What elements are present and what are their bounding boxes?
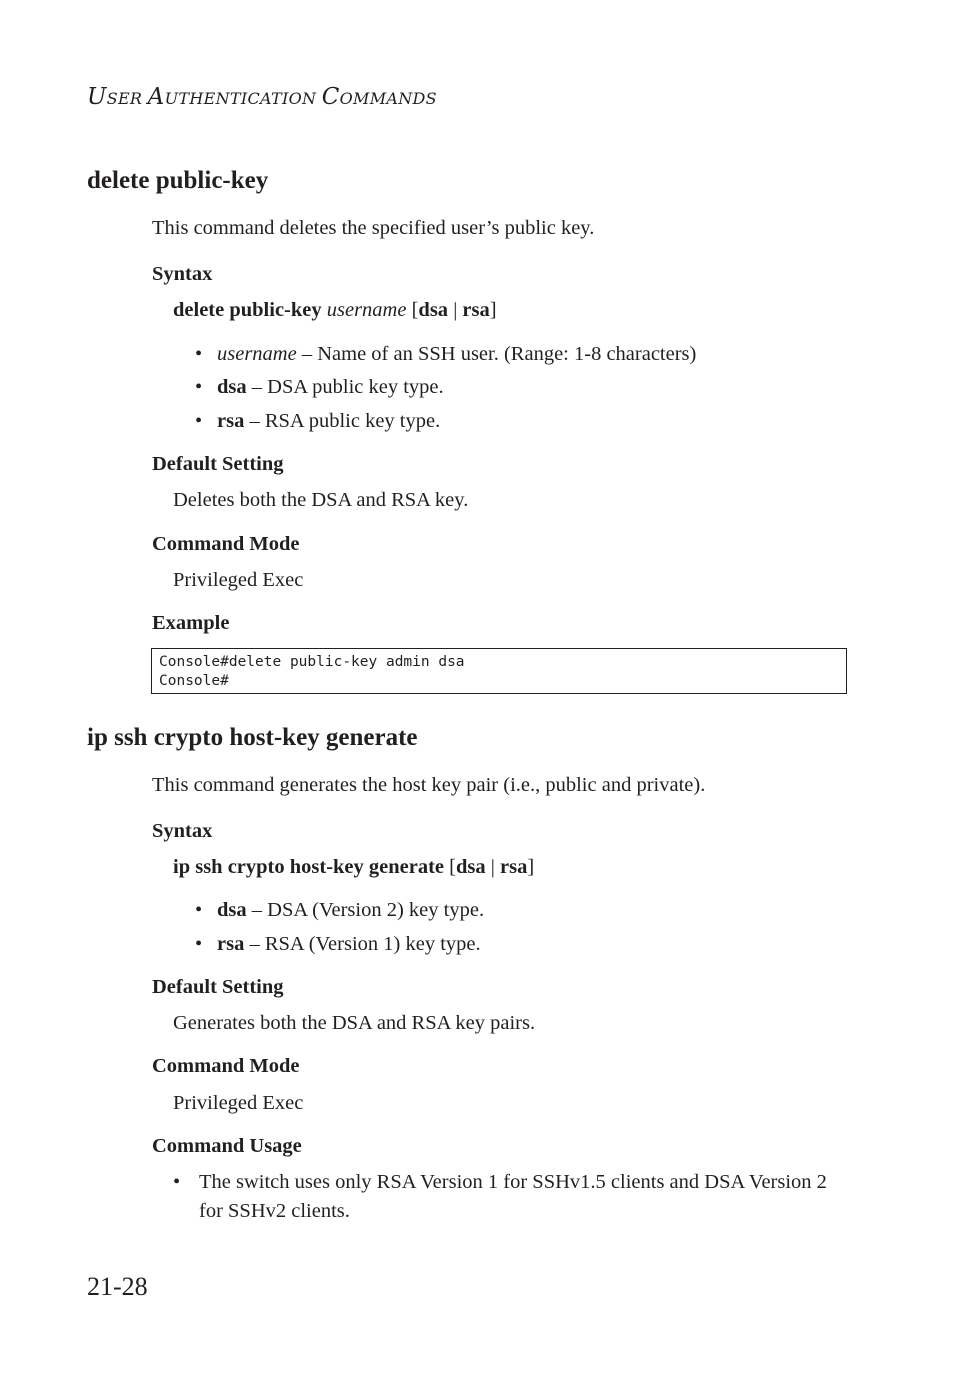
list-item: • username – Name of an SSH user. (Range: 1-8 characters) bbox=[195, 343, 697, 365]
command-mode-text: Privileged Exec bbox=[173, 1092, 304, 1114]
list-item: • rsa – RSA (Version 1) key type. bbox=[195, 933, 481, 955]
example-heading: Example bbox=[152, 612, 230, 634]
command-mode-heading: Command Mode bbox=[152, 533, 300, 555]
command-usage-heading: Command Usage bbox=[152, 1135, 302, 1157]
running-head: USER AUTHENTICATION COMMANDS bbox=[87, 84, 437, 110]
example-code-block bbox=[151, 648, 847, 694]
code-line: Console#delete public-key admin dsa bbox=[159, 654, 465, 670]
section-title-ip-ssh-crypto-host-key-generate: ip ssh crypto host-key generate bbox=[87, 724, 418, 751]
default-setting-heading: Default Setting bbox=[152, 976, 284, 998]
syntax-heading: Syntax bbox=[152, 820, 213, 842]
section-description: This command generates the host key pair (i.e., public and private). bbox=[152, 774, 706, 796]
list-item: • rsa – RSA public key type. bbox=[195, 410, 441, 432]
syntax-command: delete public-key bbox=[173, 299, 322, 321]
command-mode-heading: Command Mode bbox=[152, 1055, 300, 1077]
code-line: Console# bbox=[159, 673, 229, 689]
command-mode-text: Privileged Exec bbox=[173, 569, 304, 591]
default-setting-text: Deletes both the DSA and RSA key. bbox=[173, 489, 469, 511]
default-setting-text: Generates both the DSA and RSA key pairs. bbox=[173, 1012, 536, 1034]
section-description: This command deletes the specified user’s public key. bbox=[152, 217, 595, 239]
syntax-command: ip ssh crypto host-key generate bbox=[173, 856, 445, 878]
default-setting-heading: Default Setting bbox=[152, 453, 284, 475]
syntax-line: delete public-key username [dsa | rsa] bbox=[173, 299, 497, 321]
list-item: • dsa – DSA public key type. bbox=[195, 376, 444, 398]
syntax-heading: Syntax bbox=[152, 263, 213, 285]
section-title-delete-public-key: delete public-key bbox=[87, 167, 269, 194]
page-number: 21-28 bbox=[87, 1272, 148, 1301]
syntax-line: ip ssh crypto host-key generate [dsa | rsa] bbox=[173, 856, 535, 878]
syntax-param: username bbox=[326, 299, 407, 321]
list-item: • The switch uses only RSA Version 1 for SSHv1.5 clients and DSA Version 2 for SSHv2 clients. bbox=[173, 1171, 827, 1222]
list-item: • dsa – DSA (Version 2) key type. bbox=[195, 899, 485, 921]
